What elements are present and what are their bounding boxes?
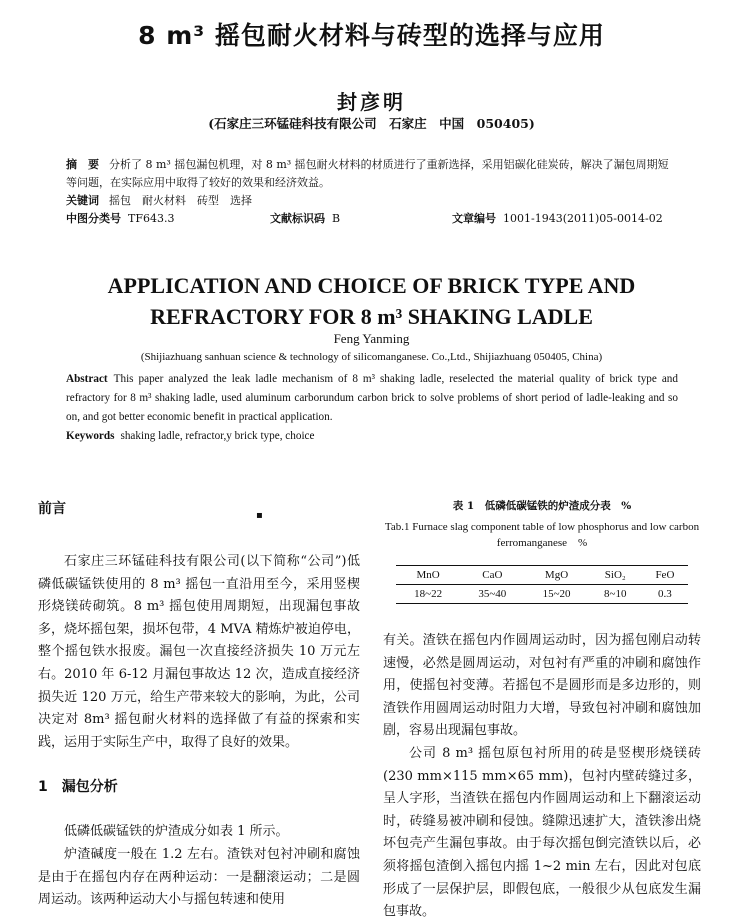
article-number-value: 1001-1943(2011)05-0014-02 (503, 212, 663, 225)
keywords-label: 关键词 (66, 194, 99, 207)
clc-label: 中图分类号 (66, 212, 121, 225)
table-cell: 0.3 (642, 585, 688, 604)
chinese-abstract-block (66, 156, 678, 228)
paper-title: 8 m³ 摇包耐火材料与砖型的选择与应用 (138, 21, 605, 50)
table-header-cell: SiO₂ (589, 566, 642, 585)
preface-heading: 前言 (38, 501, 66, 517)
table-cell: 15~20 (524, 585, 588, 604)
table-cell: 18~22 (396, 585, 460, 604)
right-column (383, 498, 701, 924)
classification-row (66, 210, 678, 228)
english-keywords (66, 430, 678, 442)
table-header-cell: CaO (460, 566, 524, 585)
english-keywords-text: shaking ladle, refractor,y brick type, choice (120, 430, 315, 442)
table-header-cell: FeO (642, 566, 688, 585)
chinese-keywords (66, 192, 678, 210)
slag-component-table (396, 565, 688, 604)
right-paragraph-1: 有关。渣铁在摇包内作圆周运动时，因为摇包刚启动转速慢，必然是圆周运动，对包衬有严重的冲刷和腐蚀作用，使摇包衬变薄。若摇包不是圆形而是多边形的，则渣铁作用圆周运动时阻力大增，导致包衬冲刷和腐蚀加剧，容易出现漏包事故。 (383, 633, 701, 739)
preface-paragraph: 石家庄三环锰硅科技有限公司(以下简称“公司”)低磷低碳锰铁使用的 8 m³ 摇包一直沿用至今，采用竖楔形烧镁砖砌筑。8 m³ 摇包使用周期短，出现漏包事故多，烧坏摇包架，损坏包带，4 MVA 精炼炉被迫停电，整个摇包铁水报废。漏包一次直接经济损失 10 万元左右。2010 年 6-12 月漏包事故达 12 次，造成直接经济损失近 120 万元，给生产带来较大的影响，为此，公司决定对 8m³ 摇包耐火材料的选择做了有益的探索和实践，运用于实际生产中，取得了良好的效果。 (38, 554, 360, 750)
author-affiliation: (石家庄三环锰硅科技有限公司 石家庄 中国 050405) (208, 116, 535, 131)
abstract-label: 摘 要 (66, 158, 99, 171)
author-name: 封彦明 (337, 90, 406, 114)
stray-mark: ▪ (256, 510, 263, 521)
table-row (396, 585, 688, 604)
chinese-abstract (66, 156, 678, 192)
english-affiliation: (Shijiazhuang sanhuan science & technology of silicomanganese. Co.,Ltd., Shijiazhuang 050405, China) (140, 351, 603, 363)
clc-value: TF643.3 (128, 212, 175, 225)
section-1-heading: 1 漏包分析 (38, 779, 118, 796)
doc-code-label: 文献标识码 (270, 212, 325, 225)
abstract-text: 分析了 8 m³ 摇包漏包机理，对 8 m³ 摇包耐火材料的材质进行了重新选择，采用铝碳化硅炭砖，解决了漏包周期短等问题，在实际应用中取得了较好的效果和经济效益。 (66, 158, 669, 189)
section-1-paragraph-2: 炉渣碱度一般在 1.2 左右。渣铁对包衬冲刷和腐蚀是由于在摇包内存在两种运动：一是翻滚运动；二是圆周运动。该两种运动大小与摇包转速和使用 (38, 846, 360, 908)
english-abstract (66, 370, 678, 427)
english-abstract-label: Abstract (66, 373, 108, 385)
right-paragraph-2: 公司 8 m³ 摇包原包衬所用的砖是竖楔形烧镁砖(230 mm×115 mm×65 mm)，包衬内壁砖缝过多，呈人字形，当渣铁在摇包内作圆周运动和上下翻滚运动时，砖缝易被冲刷和侵蚀。缝隙迅速扩大，渣铁渗出烧坏包壳产生漏包事故。由于每次摇包倒完渣铁以后，必须将摇包渣倒入摇包内摇 1~2 min 左右，因此对包底形成了一层保护层，即假包底，一般很少从包底发生漏包事故。 (383, 745, 701, 920)
table-cell: 8~10 (589, 585, 642, 604)
english-author: Feng Yanming (333, 331, 410, 346)
left-column (38, 498, 360, 912)
english-keywords-label: Keywords (66, 430, 115, 442)
keywords-text: 摇包 耐火材料 砖型 选择 (109, 194, 252, 207)
table-header-cell: MnO (396, 566, 460, 585)
section-1-paragraph-1: 低磷低碳锰铁的炉渣成分如表 1 所示。 (64, 824, 289, 840)
table-title-cn: 表 1 低磷低碳锰铁的炉渣成分表 % (452, 500, 632, 512)
english-title: APPLICATION AND CHOICE OF BRICK TYPE AND REFRACTORY FOR 8 m³ SHAKING LADLE (107, 273, 636, 329)
doc-code-value: B (332, 212, 341, 225)
english-abstract-text: This paper analyzed the leak ladle mechanism of 8 m³ shaking ladle, reselected the material quality of brick type and refractory for 8 m³ shaking ladle, used aluminum carborundum carbon brick to solve problems of short period of ladle-leaking and so on, and got better economic benefit in practical application. (66, 373, 678, 423)
article-number-label: 文章编号 (452, 212, 496, 225)
table-header-cell: MgO (524, 566, 588, 585)
table-title-en: Tab.1 Furnace slag component table of low phosphorus and low carbon ferromanganese % (384, 521, 700, 549)
table-cell: 35~40 (460, 585, 524, 604)
table-header-row (396, 566, 688, 585)
